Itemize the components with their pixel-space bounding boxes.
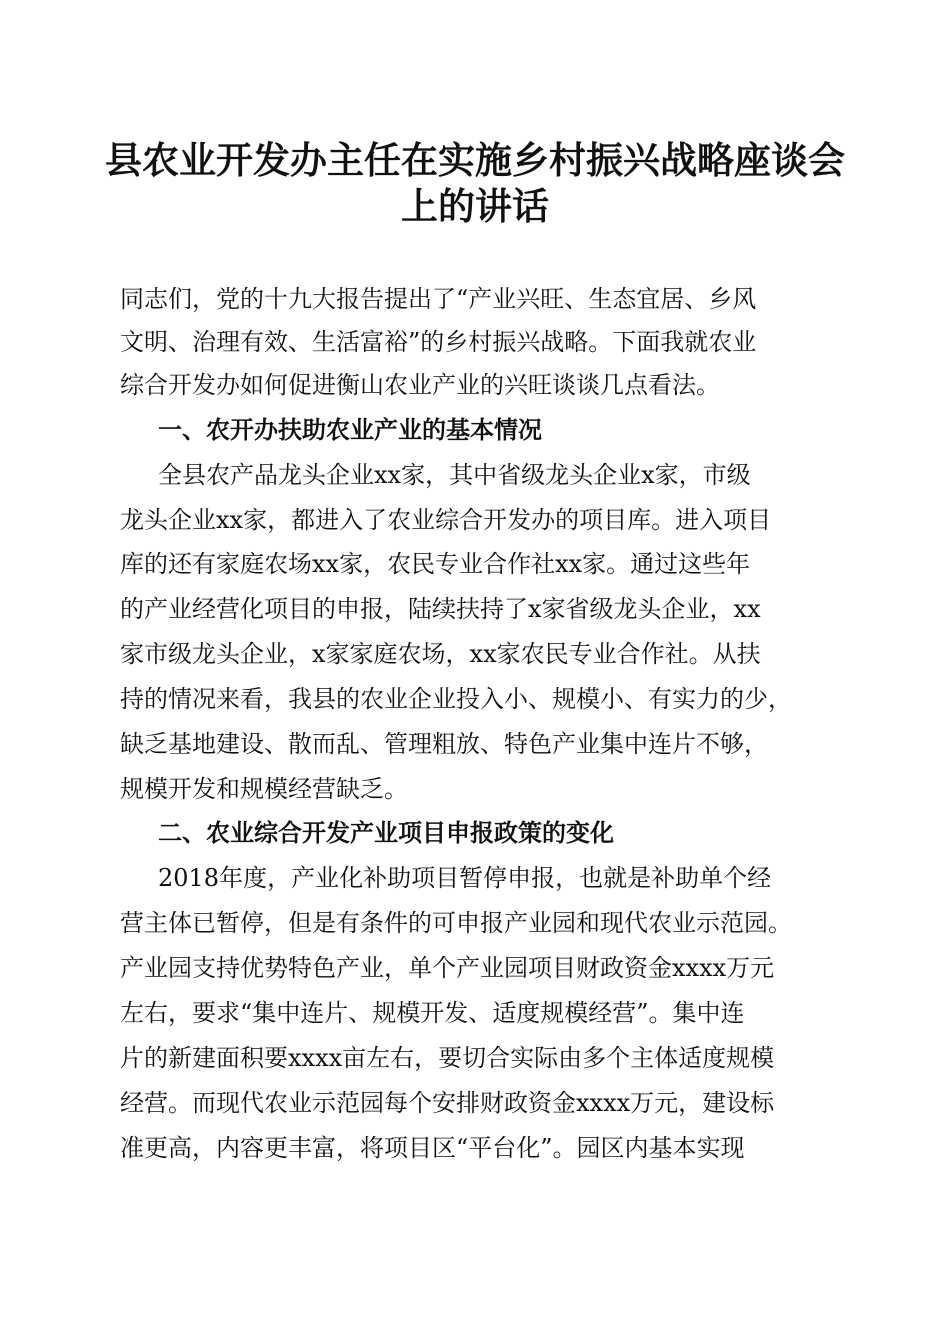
section-1-line: 全县农产品龙头企业xx家，其中省级龙头企业x家，市级 [158, 461, 751, 489]
section-1-line: 规模开发和规模经营缺乏。 [120, 775, 408, 803]
section-2-line: 营主体已暂停，但是有条件的可申报产业园和现代农业示范园。 [120, 909, 792, 937]
section-2-line: 片的新建面积要xxxx亩左右，要切合实际由多个主体适度规模 [120, 1044, 775, 1072]
section-2-line: 准更高，内容更丰富，将项目区“平台化”。园区内基本实现 [120, 1134, 745, 1162]
section-1-line: 的产业经营化项目的申报，陆续扶持了x家省级龙头企业，xx [120, 595, 761, 623]
section-1-line: 缺乏基地建设、散而乱、管理粗放、特色产业集中连片不够， [120, 730, 768, 758]
section-1-heading: 一、农开办扶助农业产业的基本情况 [158, 415, 542, 444]
section-2-line: 产业园支持优势特色产业，单个产业园项目财政资金xxxx万元 [120, 954, 775, 982]
document-title-line-1: 县农业开发办主任在实施乡村振兴战略座谈会 [105, 138, 845, 182]
section-1-line: 持的情况来看，我县的农业企业投入小、规模小、有实力的少， [120, 685, 792, 713]
section-1-line: 家市级龙头企业，x家家庭农场，xx家农民专业合作社。从扶 [120, 640, 761, 668]
intro-line: 同志们，党的十九大报告提出了“产业兴旺、生态宜居、乡风 [120, 285, 757, 313]
intro-line: 文明、治理有效、生活富裕”的乡村振兴战略。下面我就农业 [120, 328, 757, 356]
document-title-line-2: 上的讲话 [401, 184, 549, 228]
section-1-line: 龙头企业xx家，都进入了农业综合开发办的项目库。进入项目 [120, 506, 772, 534]
section-2-line: 2018年度，产业化补助项目暂停申报，也就是补助单个经 [158, 864, 772, 892]
intro-line: 综合开发办如何促进衡山农业产业的兴旺谈谈几点看法。 [120, 371, 720, 399]
section-1-line: 库的还有家庭农场xx家，农民专业合作社xx家。通过这些年 [120, 550, 751, 578]
section-2-line: 经营。而现代农业示范园每个安排财政资金xxxx万元，建设标 [120, 1089, 775, 1117]
section-2-line: 左右，要求“集中连片、规模开发、适度规模经营”。集中连 [120, 999, 745, 1027]
section-2-heading: 二、农业综合开发产业项目申报政策的变化 [158, 818, 614, 847]
